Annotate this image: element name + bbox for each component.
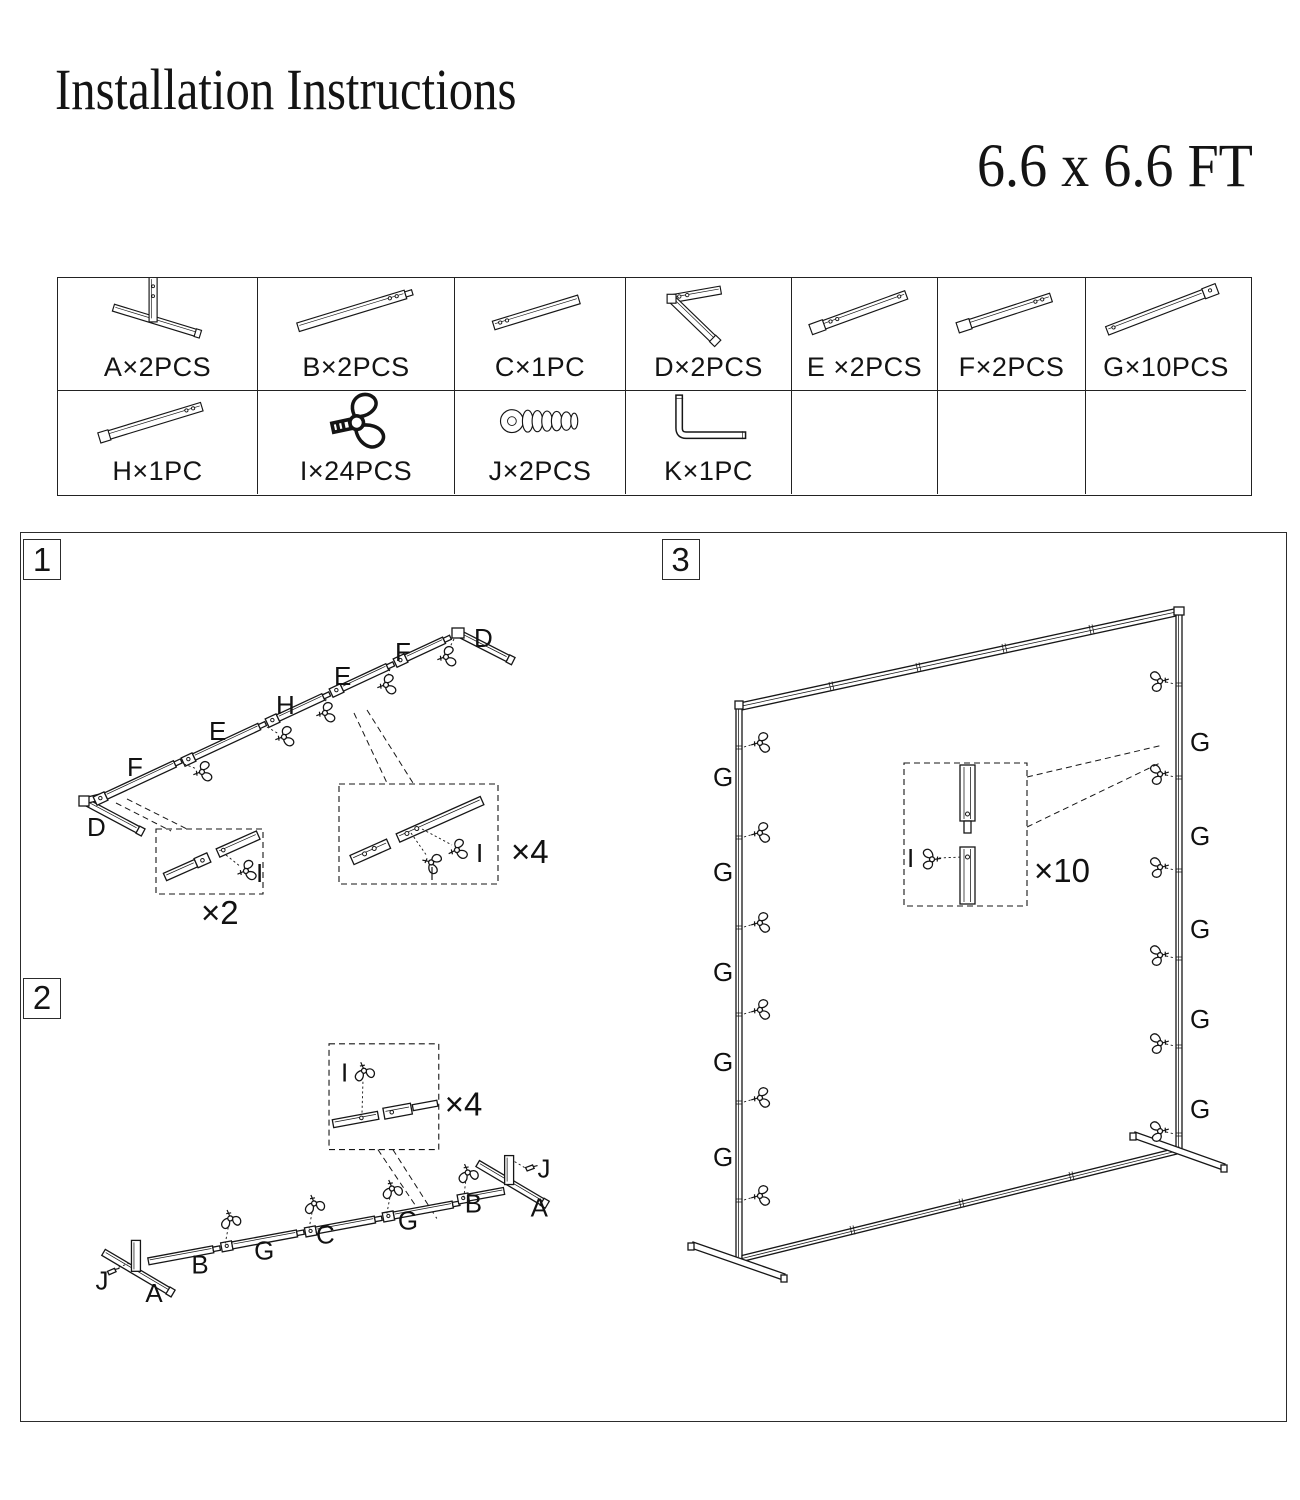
quantity-label: ×2 [201,894,239,931]
wing-nut-icon [1150,670,1175,692]
bar-icon [58,390,257,458]
part-ref-label: F [395,637,411,667]
part-label: C×1PC [494,352,586,382]
part-ref-label: C [316,1220,335,1249]
parts-table [57,277,1252,496]
bar-icon [258,278,454,354]
step-1-number: 1 [23,539,61,580]
detail-inset-x4 [329,1043,482,1149]
wing-nut-icon [923,849,941,869]
part-ref-label: G [1189,1094,1210,1124]
part-cell-empty-3 [1085,390,1246,494]
part-ref-label: G [1189,727,1210,757]
part-ref-label: A [530,1193,548,1222]
step-1-panel [20,532,655,973]
part-ref-label: D [87,812,106,842]
part-ref-label: G [712,1142,733,1172]
part-label: E ×2PCS [806,352,923,382]
part-cell-i [257,390,454,494]
quantity-label: ×4 [511,833,549,870]
part-ref-label: G [254,1236,275,1265]
t-base-icon [58,278,257,354]
wing-nut-icon [419,850,442,874]
part-ref-label: G [1189,1004,1210,1034]
page-title: Installation Instructions [55,57,517,122]
bar-icon [938,278,1085,354]
wing-nut-icon [235,859,257,883]
part-label: B×2PCS [302,352,410,382]
part-ref-label: A [145,1279,163,1308]
wing-nut-icon [744,1087,770,1109]
step-3-number: 3 [662,539,700,580]
detail-inset-x10 [904,763,1090,906]
part-ref-label: F [127,752,143,782]
part-cell-k [625,390,791,494]
wing-nut-icon [744,822,770,844]
detail-inset-x2 [156,829,263,931]
part-label: K×1PC [664,456,753,486]
part-label: I×24PCS [299,456,413,486]
bar-g [382,1198,460,1221]
base-a-left [101,1240,175,1297]
part-ref-label: G [1189,821,1210,851]
part-ref-label: H [276,690,295,720]
part-cell-h [58,390,257,494]
step-2-number: 2 [23,978,61,1019]
bar-icon [1086,278,1246,354]
part-ref-label: G [1189,914,1210,944]
wing-nut-icon [744,732,770,754]
part-label: F×2PCS [958,352,1065,382]
corner-bar-icon [626,278,791,354]
screw-icon [526,1164,538,1170]
part-ref-label: G [712,857,733,887]
part-cell-f [937,278,1085,390]
frame-left-pole [735,701,743,1259]
screw-icon [455,390,625,458]
part-ref-label: G [712,762,733,792]
wing-nut-icon [1150,1032,1175,1054]
part-ref-label: D [474,623,493,653]
part-ref-label: J [537,1155,551,1184]
part-ref-label: B [464,1189,483,1218]
frame-assembly-diagram [654,533,1284,1419]
wing-nut-icon [267,726,294,749]
part-ref-label: G [712,1047,733,1077]
part-label: H×1PC [112,456,203,486]
part-cell-c [454,278,625,390]
part-ref-label: G [712,957,733,987]
base-bar-assembly-diagram [21,972,653,1419]
step-2-panel [20,972,655,1422]
size-label: 6.6 x 6.6 FT [977,133,1253,200]
bar-b [148,1244,221,1264]
part-label: G×10PCS [1103,352,1229,382]
part-ref-label: G [397,1206,419,1235]
screw-icon [108,1268,120,1274]
detail-inset-x4 [339,784,549,884]
wing-nut-icon [744,999,770,1021]
wing-nut-icon [218,1207,241,1243]
part-cell-b [257,278,454,390]
part-label: A×2PCS [103,352,212,382]
wing-nut-icon [1150,856,1175,878]
fastener-ref-label: I [476,838,484,868]
part-cell-d [625,278,791,390]
part-cell-a [58,278,257,390]
top-bar-assembly-diagram [21,533,653,971]
step-3-panel [654,532,1287,1422]
fastener-ref-label: I [256,858,264,888]
fastener-ref-label: I [906,843,914,873]
wing-nut-icon [744,912,770,934]
part-cell-g [1085,278,1246,390]
bar-icon [455,278,625,354]
part-ref-label: B [191,1250,209,1279]
part-ref-label: J [95,1266,109,1295]
part-cell-j [454,390,625,494]
fastener-ref-label: I [340,1059,349,1088]
allen-key-icon [626,390,791,458]
part-label: D×2PCS [654,352,763,382]
quantity-label: ×10 [1033,852,1090,889]
frame-bottom-bar [742,1148,1179,1262]
part-ref-label: E [334,661,352,691]
frame-right-pole [1174,607,1184,1151]
wing-nut-icon [352,1059,375,1081]
wing-nut-icon [258,390,454,458]
wing-nut-icon [445,838,468,862]
wing-nut-icon [1150,1120,1175,1142]
part-cell-empty-2 [937,390,1085,494]
bar-icon [792,278,937,354]
frame-top-bar [742,609,1176,711]
wing-nut-icon [744,1185,770,1207]
part-ref-label: E [209,716,227,746]
quantity-label: ×4 [444,1085,483,1123]
part-cell-e [791,278,937,390]
part-cell-empty-1 [791,390,937,494]
wing-nut-icon [1150,944,1175,966]
part-label: J×2PCS [488,456,592,486]
